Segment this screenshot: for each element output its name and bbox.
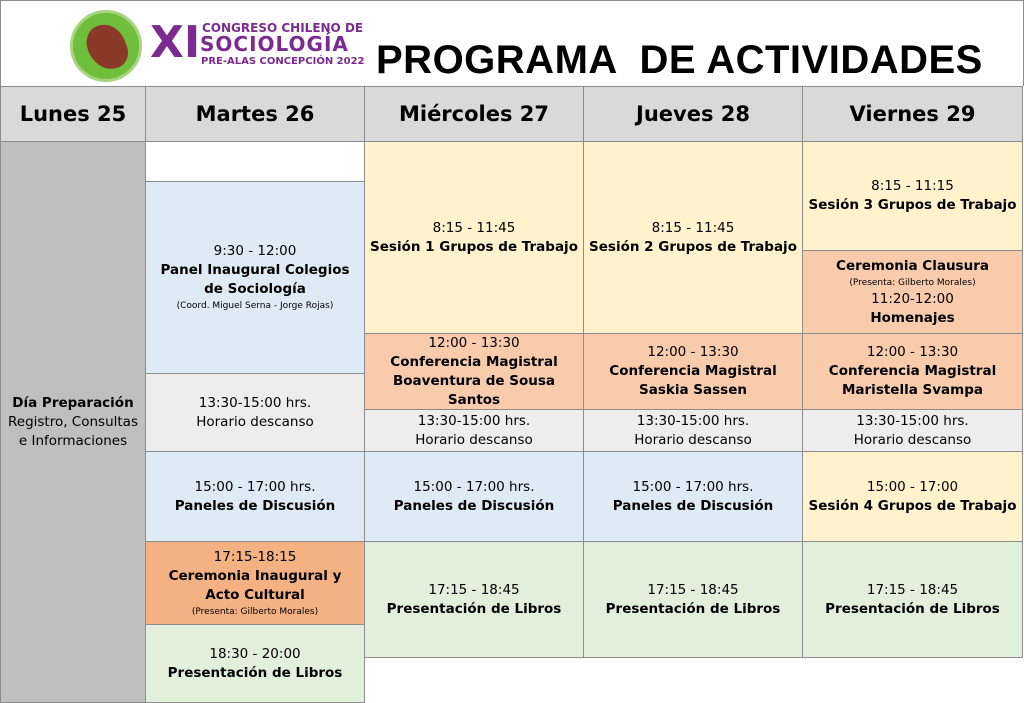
viernes-clausura [802,250,1023,334]
martes-paneles [145,451,365,542]
event-time: 15:00 - 17:00 hrs. [194,478,316,495]
event-title: Sesión 1 Grupos de Trabajo [370,238,578,255]
event-time: 13:30-15:00 hrs. [636,412,750,429]
event-title: Sesión 4 Grupos de Trabajo [808,497,1017,514]
martes-libros [145,624,365,703]
logo-line-3: PRE-ALAS CONCEPCIÓN 2022 [201,56,365,67]
event-title: Sesión 2 Grupos de Trabajo [589,238,797,255]
event-note: (Presenta: Gilberto Morales) [849,277,976,288]
lunes-preparation-cell [0,141,146,703]
event-time: 17:15 - 18:45 [647,581,739,598]
lunes-line-1: Registro, Consultas [7,413,138,430]
viernes-libros [802,541,1023,658]
event-time: 17:15-18:15 [213,548,297,565]
event-note: (Presenta: Gilberto Morales) [191,606,319,617]
event-title: Conferencia Magistral [828,363,997,379]
event-title: Paneles de Discusión [174,497,336,514]
event-time: 8:15 - 11:15 [871,178,954,194]
jueves-sesion-2 [583,141,803,334]
event-title: Paneles de Discusión [612,497,774,514]
event-time: 13:30-15:00 hrs. [417,412,531,429]
event-title: Conferencia Magistral [390,353,558,370]
header-jueves: Jueves 28 [583,86,803,142]
martes-ceremonia-inaugural [145,541,365,625]
event-time: 15:00 - 17:00 hrs. [632,478,754,495]
jueves-conferencia [583,333,803,410]
event-time: 17:15 - 18:45 [428,581,520,598]
event-time: 15:00 - 17:00 hrs. [413,478,535,495]
event-speaker: Boaventura de Sousa Santos [392,372,556,408]
header-lunes: Lunes 25 [0,86,146,142]
miercoles-descanso [364,409,584,452]
event-time: 11:20-12:00 [871,290,954,307]
miercoles-paneles [364,451,584,542]
event-title: Paneles de Discusión [393,497,555,514]
header-viernes: Viernes 29 [802,86,1023,142]
jueves-descanso [583,409,803,452]
event-time: 13:30-15:00 hrs. [856,412,969,429]
event-title: Panel Inaugural Colegios de Sociología [160,262,350,297]
viernes-conferencia [802,333,1023,410]
miercoles-libros [364,541,584,658]
viernes-sesion-3 [802,141,1023,251]
logo-line-2: SOCIOLOGÍA [200,32,349,56]
jueves-paneles [583,451,803,542]
event-time: 15:00 - 17:00 [866,478,959,495]
event-title: Ceremonia Clausura [836,257,989,274]
event-title: Horario descanso [853,431,972,448]
event-speaker: Saskia Sassen [639,382,747,398]
event-speaker: Maristella Svampa [841,382,983,398]
header-miercoles: Miércoles 27 [364,86,584,142]
event-title: Presentación de Libros [605,600,781,617]
event-time: 12:00 - 13:30 [428,334,520,351]
event-time: 17:15 - 18:45 [866,581,959,598]
logo-line-1: CONGRESO CHILENO DE [202,21,364,35]
event-time: 9:30 - 12:00 [213,243,297,259]
page-title: PROGRAMA DE ACTIVIDADES [376,38,983,82]
lunes-line-2: e Informaciones [18,432,128,449]
event-title: Horario descanso [415,431,533,448]
event-title: Presentación de Libros [825,600,1000,617]
event-title: Sesión 3 Grupos de Trabajo [808,197,1017,213]
martes-panel-inaugural [145,181,365,374]
viernes-sesion-4 [802,451,1023,542]
jueves-libros [583,541,803,658]
event-title: Horario descanso [634,431,752,448]
event-title: Presentación de Libros [386,600,562,617]
event-time: 12:00 - 13:30 [866,344,959,360]
martes-descanso [145,373,365,452]
event-time: 12:00 - 13:30 [647,344,739,360]
event-title: Conferencia Magistral [609,363,777,379]
viernes-descanso [802,409,1023,452]
header-martes: Martes 26 [145,86,365,142]
logo-roman-numeral: XI [150,17,201,68]
event-title: Presentación de Libros [167,664,343,681]
event-title: Horario descanso [196,413,314,430]
event-time: 8:15 - 11:45 [432,219,516,236]
miercoles-sesion-1 [364,141,584,334]
event-time: 13:30-15:00 hrs. [198,394,312,411]
miercoles-conferencia [364,333,584,410]
event-subtitle: Homenajes [870,309,955,326]
lunes-title: Día Preparación [12,394,134,411]
event-note: (Coord. Miguel Serna - Jorge Rojas) [176,301,334,311]
event-time: 18:30 - 20:00 [209,645,301,662]
event-time: 8:15 - 11:45 [651,219,735,236]
event-title: Ceremonia Inaugural y Acto Cultural [168,567,342,603]
martes-empty-cell [145,141,365,182]
